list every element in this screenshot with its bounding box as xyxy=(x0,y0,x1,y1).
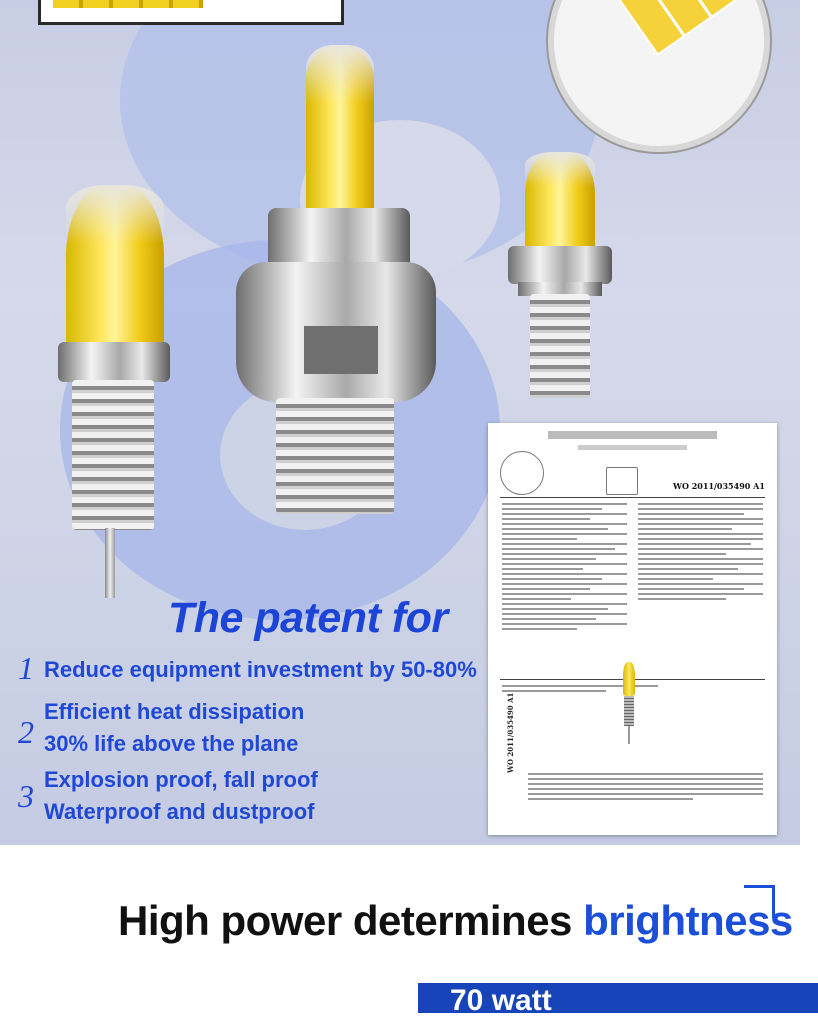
publication-number: WO 2011/035490 A1 xyxy=(673,481,765,491)
feature-text: Reduce equipment investment by 50-80% xyxy=(44,657,477,682)
corner-bracket-icon xyxy=(744,885,775,918)
feature-number: 2 xyxy=(18,714,34,750)
headline-accent: brightness xyxy=(583,897,793,944)
document-header xyxy=(488,431,777,450)
feature-number: 1 xyxy=(18,650,34,686)
feature-number: 3 xyxy=(18,778,34,814)
patent-title: The patent for xyxy=(168,594,448,642)
document-abstract xyxy=(528,773,763,803)
headline-main: High power determines xyxy=(118,897,572,944)
document-seal xyxy=(500,451,544,495)
bulb-drawing xyxy=(621,662,637,746)
wattage-label: 70 watt xyxy=(450,984,552,1017)
feature-text: 30% life above the plane xyxy=(44,731,299,756)
document-side-number: WO 2011/035490 A1 xyxy=(506,692,515,773)
pct-logo xyxy=(606,467,638,495)
document-text-block xyxy=(638,503,763,603)
headline xyxy=(118,897,793,945)
feature-text: Waterproof and dustproof xyxy=(44,799,315,824)
feature-text: Efficient heat dissipation xyxy=(44,699,305,724)
document-text-block xyxy=(502,503,627,633)
top-banner-fragment xyxy=(38,0,344,25)
feature-text: Explosion proof, fall proof xyxy=(44,767,318,792)
patent-document xyxy=(488,423,777,835)
